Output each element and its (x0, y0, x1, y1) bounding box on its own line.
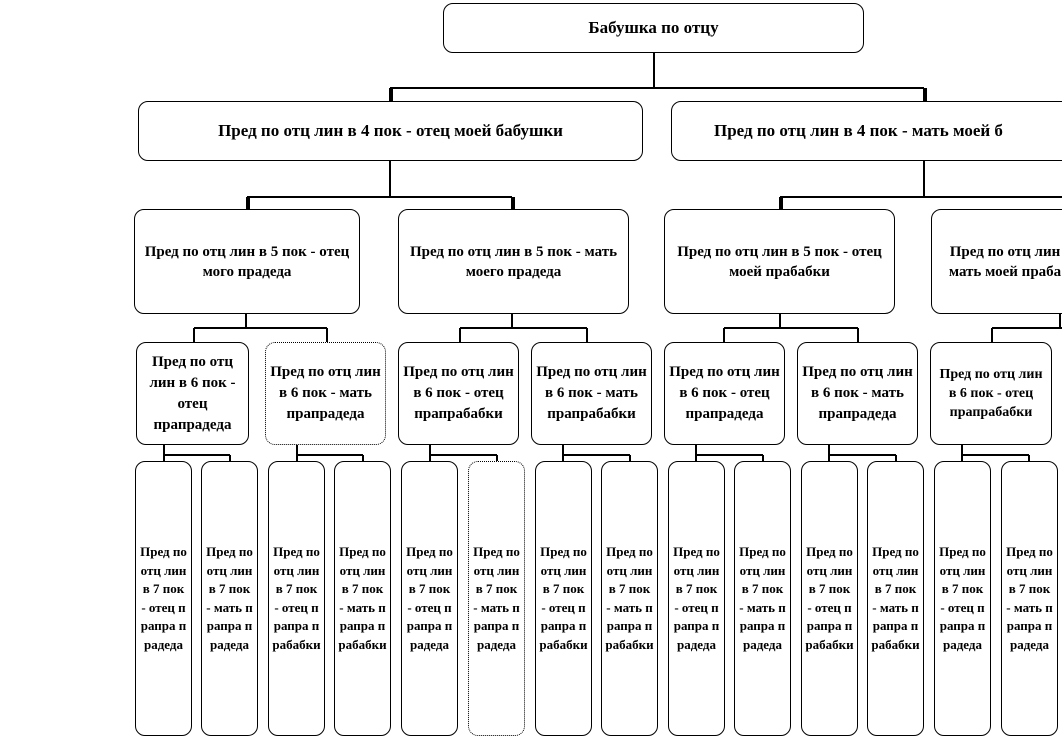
gen7-label: Пред по отц лин в 7 пок - мать прапра прадеда (473, 544, 520, 652)
gen7-node (401, 461, 458, 736)
root-label: Бабушка по отцу (588, 18, 719, 37)
gen6-node (797, 342, 918, 445)
gen7-node (268, 461, 325, 736)
gen5-label: Пред по отц лин мать моей праба (948, 243, 1062, 280)
gen6-node (136, 342, 249, 445)
gen4-node-father (138, 101, 643, 161)
gen7-node (934, 461, 991, 736)
gen4-node-mother (671, 101, 1062, 161)
gen7-label: Пред по отц лин в 7 пок - отец прапра прабабки (805, 544, 854, 652)
gen7-node (1001, 461, 1058, 736)
gen6-label: Пред по отц лин в 6 пок - отец прапрадеда (149, 353, 236, 433)
gen7-node (135, 461, 192, 736)
gen6-node (930, 342, 1052, 445)
gen6-label: Пред по отц лин в 6 пок - мать прапрадеда (270, 364, 381, 422)
gen6-label: Пред по отц лин в 6 пок - мать прапрабабки (536, 364, 647, 422)
gen5-node (134, 209, 360, 314)
gen6-label: Пред по отц лин в 6 пок - отец прапрабабки (403, 364, 514, 422)
gen6-label: Пред по отц лин в 6 пок - отец прапрабабки (939, 367, 1043, 420)
gen4-label: Пред по отц лин в 4 пок - отец моей бабушки (218, 121, 563, 140)
gen7-label: Пред по отц лин в 7 пок - отец прапра прадеда (406, 544, 453, 652)
gen7-node (867, 461, 924, 736)
gen6-label: Пред по отц лин в 6 пок - мать прапрадеда (802, 364, 913, 422)
gen7-label: Пред по отц лин в 7 пок - мать прапра прабабки (871, 544, 920, 652)
gen5-node (398, 209, 629, 314)
gen7-node (734, 461, 791, 736)
gen7-node (468, 461, 525, 736)
gen7-label: Пред по отц лин в 7 пок - отец прапра прабабки (272, 544, 321, 652)
gen5-node (664, 209, 895, 314)
gen7-node (601, 461, 658, 736)
gen6-node (265, 342, 386, 445)
gen7-label: Пред по отц лин в 7 пок - отец прапра прадеда (140, 544, 187, 652)
gen7-label: Пред по отц лин в 7 пок - отец прапра прадеда (939, 544, 986, 652)
gen5-label: Пред по отц лин в 5 пок - мать моего прадеда (409, 243, 618, 280)
gen7-node (201, 461, 258, 736)
gen7-label: Пред по отц лин в 7 пок - отец прапра прадеда (673, 544, 720, 652)
gen6-node (664, 342, 785, 445)
gen4-label: Пред по отц лин в 4 пок - мать моей б (714, 121, 1003, 140)
gen7-node (801, 461, 858, 736)
gen5-label: Пред по отц лин в 5 пок - отец мого прадеда (144, 243, 350, 280)
gen7-node (535, 461, 592, 736)
gen7-label: Пред по отц лин в 7 пок - мать прапра прадеда (739, 544, 786, 652)
gen6-node (531, 342, 652, 445)
gen7-label: Пред по отц лин в 7 пок - мать прапра прабабки (605, 544, 654, 652)
gen5-node (931, 209, 1062, 314)
gen7-label: Пред по отц лин в 7 пок - отец прапра прабабки (539, 544, 588, 652)
gen5-label: Пред по отц лин в 5 пок - отец моей прабабки (677, 243, 882, 280)
gen7-label: Пред по отц лин в 7 пок - мать прапра прадеда (1006, 544, 1053, 652)
root-node-grandmother (443, 3, 864, 53)
gen6-node (398, 342, 519, 445)
gen7-node (668, 461, 725, 736)
gen6-label: Пред по отц лин в 6 пок - отец прапрадеда (669, 364, 780, 422)
gen7-label: Пред по отц лин в 7 пок - мать прапра прабабки (338, 544, 387, 652)
gen7-node (334, 461, 391, 736)
gen7-label: Пред по отц лин в 7 пок - мать прапра прадеда (206, 544, 253, 652)
